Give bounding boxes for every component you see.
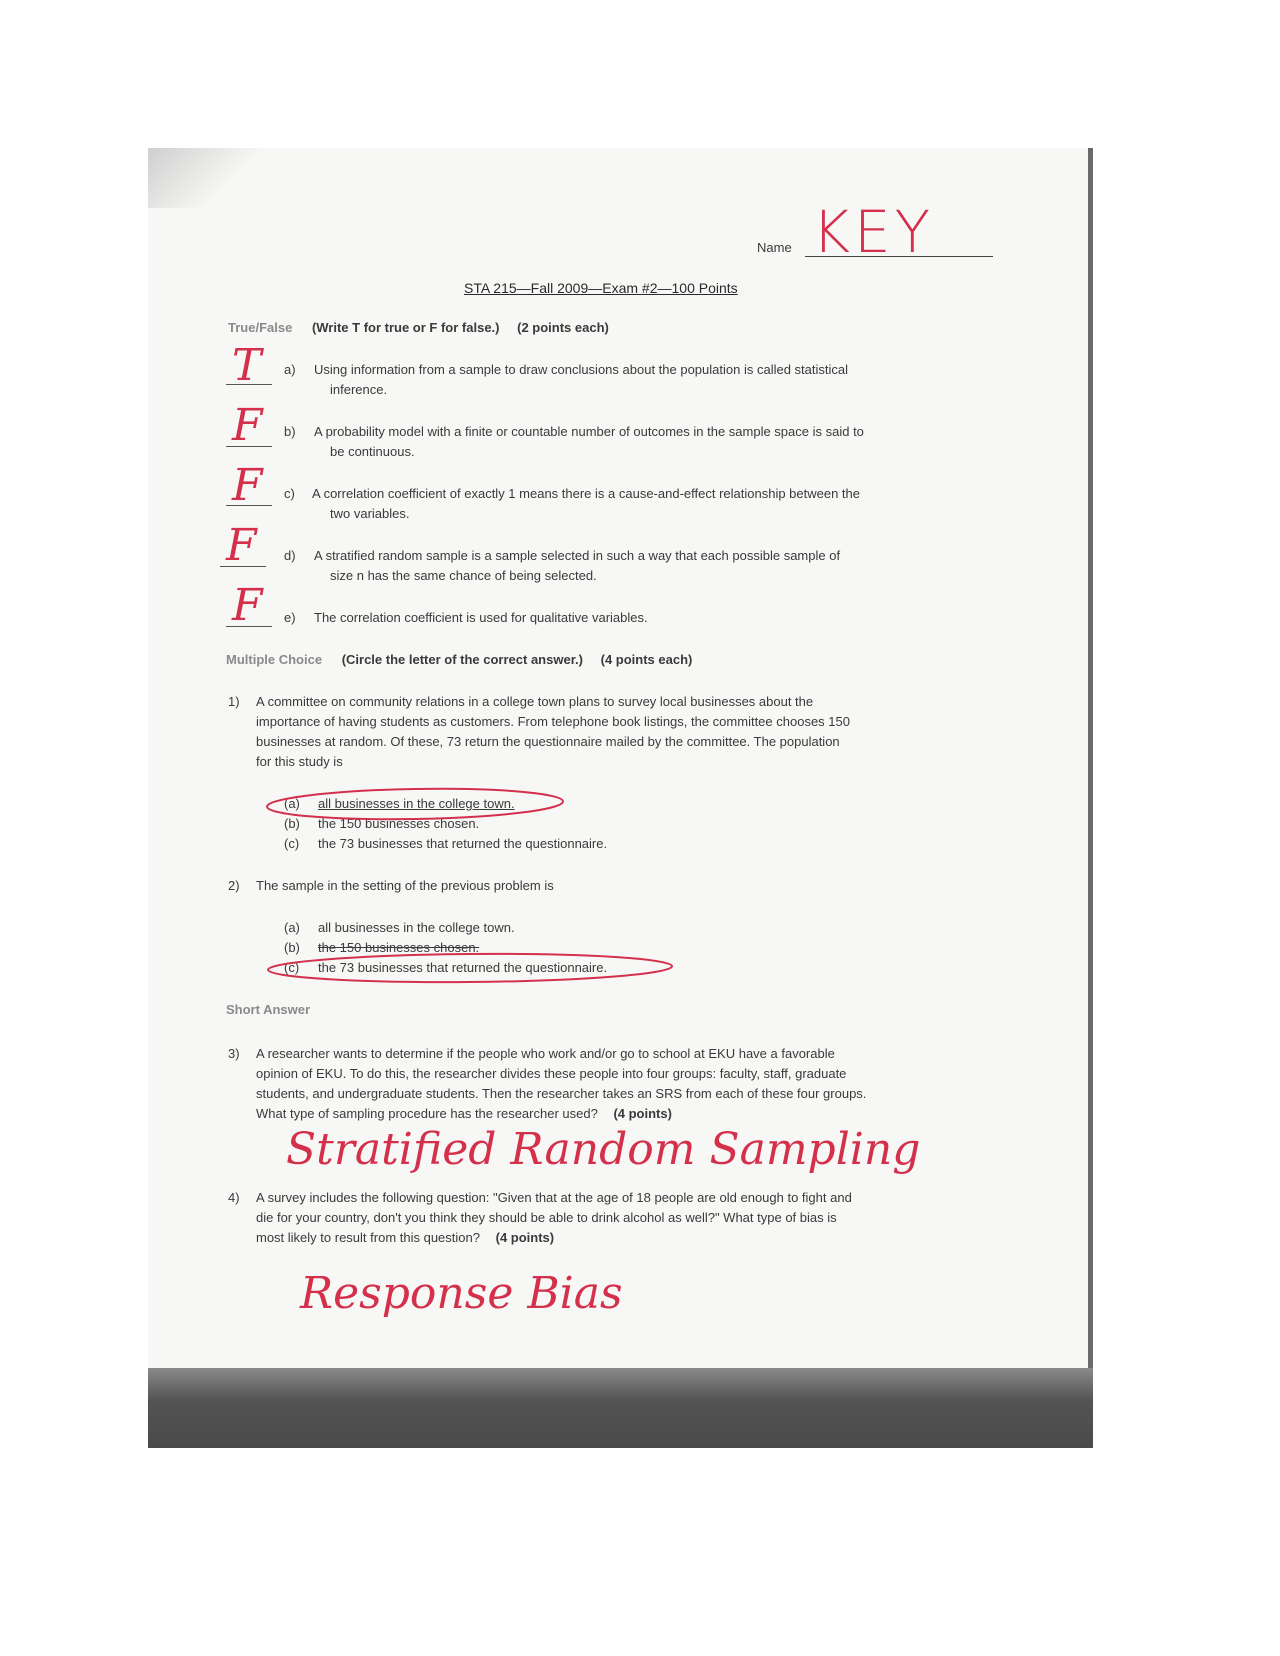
mc-heading-label: Multiple Choice xyxy=(226,652,323,667)
tf-instructions: (Write T for true or F for false.) xyxy=(311,320,500,335)
question-text: students, and undergraduate students. Then the researcher takes an SRS from each of these four groups. xyxy=(256,1086,867,1101)
tf-letter: c) xyxy=(284,486,295,501)
sa-heading: Short Answer xyxy=(226,1002,311,1017)
question-points: (4 points) xyxy=(613,1106,672,1121)
question-number: 2) xyxy=(228,878,240,893)
option-text: the 73 businesses that returned the questionnaire. xyxy=(318,960,608,975)
tf-letter: d) xyxy=(284,548,296,563)
question-text: for this study is xyxy=(256,754,343,769)
question-text: businesses at random. Of these, 73 return the questionnaire mailed by the committee. The population xyxy=(256,734,840,749)
tf-answer: T xyxy=(232,340,262,391)
tf-answer: F xyxy=(232,460,263,511)
name-answer: KEY xyxy=(812,198,935,266)
question-number: 1) xyxy=(228,694,240,709)
question-text: A committee on community relations in a college town plans to survey local businesses about the xyxy=(256,694,814,709)
option-text: the 150 businesses chosen. xyxy=(318,940,480,955)
circle-q1-a xyxy=(267,786,563,821)
question-text: importance of having students as customers. From telephone book listings, the committee chooses 150 xyxy=(256,714,850,729)
tf-text: two variables. xyxy=(330,506,410,521)
tf-letter: e) xyxy=(284,610,296,625)
option-letter: (a) xyxy=(284,920,300,935)
mc-points: (4 points each) xyxy=(600,652,693,667)
tf-text: The correlation coefficient is used for qualitative variables. xyxy=(314,610,648,625)
tf-answer: F xyxy=(232,400,263,451)
circle-q2-c xyxy=(268,952,672,984)
option-text: the 73 businesses that returned the questionnaire. xyxy=(318,836,608,851)
option-letter: (b) xyxy=(284,816,300,831)
tf-text: A probability model with a finite or countable number of outcomes in the sample space is said to xyxy=(314,424,864,439)
tf-text: inference. xyxy=(330,382,388,397)
tf-letter: b) xyxy=(284,424,296,439)
question-points: (4 points) xyxy=(495,1230,555,1245)
option-letter: (b) xyxy=(284,940,300,955)
option-text: all businesses in the college town. xyxy=(318,920,515,935)
tf-answer: F xyxy=(232,580,263,631)
name-label: Name xyxy=(757,240,792,255)
question-text: A researcher wants to determine if the people who work and/or go to school at EKU have a favorable xyxy=(256,1046,835,1061)
question-text: opinion of EKU. To do this, the researcher divides these people into four groups: faculty, staff, graduate xyxy=(256,1066,847,1081)
handwritten-answer: Response Bias xyxy=(300,1268,623,1319)
question-text: What type of sampling procedure has the researcher used? xyxy=(256,1106,598,1121)
question-text: die for your country, don't you think they should be able to drink alcohol as well?" What type of bias is xyxy=(256,1210,837,1225)
tf-heading-label: True/False xyxy=(228,320,293,335)
question-number: 3) xyxy=(228,1046,240,1061)
option-letter: (c) xyxy=(284,960,300,975)
tf-text: A correlation coefficient of exactly 1 means there is a cause-and-effect relationship between the xyxy=(312,486,861,501)
question-text: The sample in the setting of the previous problem is xyxy=(256,878,554,893)
question-text: A survey includes the following question: "Given that at the age of 18 people are old enough to fight and xyxy=(256,1190,852,1205)
tf-text: be continuous. xyxy=(330,444,415,459)
option-text: all businesses in the college town. xyxy=(318,796,515,811)
question-number: 4) xyxy=(228,1190,240,1205)
tf-text: A stratified random sample is a sample selected in such a way that each possible sample of xyxy=(314,548,841,563)
tf-points: (2 points each) xyxy=(517,320,609,335)
handwritten-answer: Stratified Random Sampling xyxy=(286,1124,921,1175)
option-letter: (c) xyxy=(284,836,300,851)
tf-text: Using information from a sample to draw conclusions about the population is called statistical xyxy=(314,362,848,377)
option-text: the 150 businesses chosen. xyxy=(318,816,480,831)
tf-answer: F xyxy=(226,520,257,571)
option-letter: (a) xyxy=(284,796,300,811)
page-title: STA 215—Fall 2009—Exam #2—100 Points xyxy=(464,280,738,296)
tf-text: size n has the same chance of being selected. xyxy=(330,568,597,583)
tf-letter: a) xyxy=(284,362,296,377)
mc-instructions: (Circle the letter of the correct answer.) xyxy=(341,652,583,667)
question-text: most likely to result from this question? xyxy=(256,1230,480,1245)
